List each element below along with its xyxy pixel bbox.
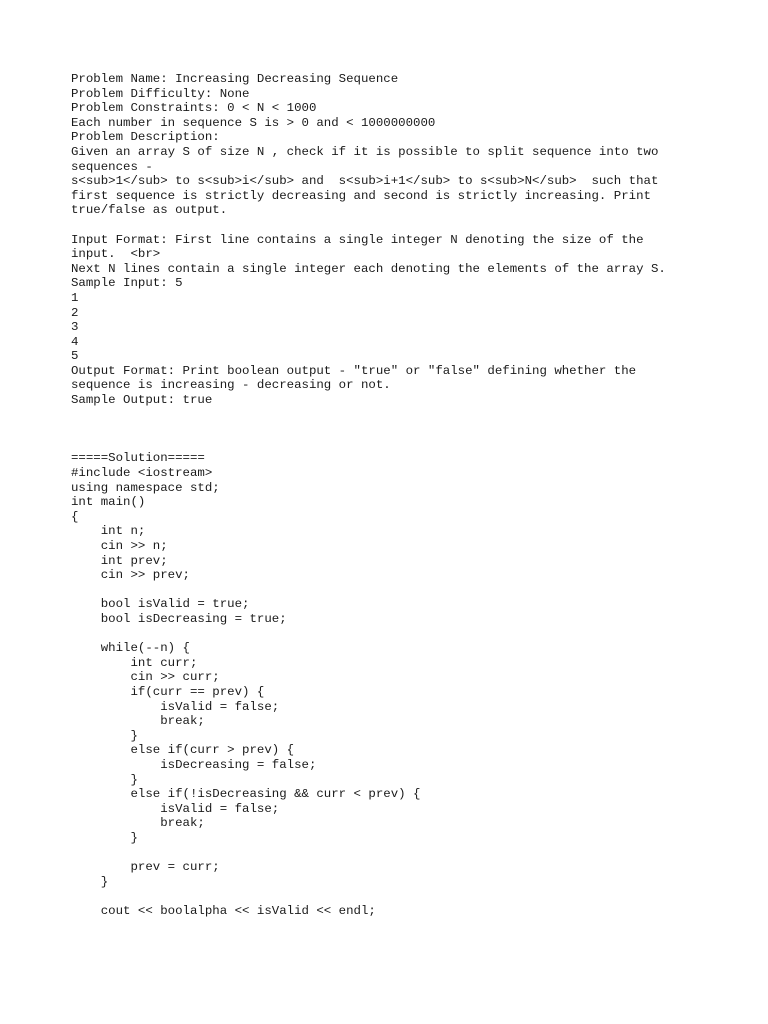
text-line: Problem Constraints: 0 < N < 1000 xyxy=(71,101,317,116)
text-line xyxy=(71,583,751,598)
text-line: cin >> prev; xyxy=(71,568,190,583)
text-line: break; xyxy=(71,816,205,831)
text-line: int n; xyxy=(71,524,146,539)
text-line: sequences - xyxy=(71,159,153,174)
text-line: Output Format: Print boolean output - "true" or "false" defining whether the xyxy=(71,363,637,378)
text-line: bool isDecreasing = true; xyxy=(71,611,287,626)
text-line: bool isValid = true; xyxy=(71,597,250,612)
text-line: } xyxy=(71,772,138,787)
text-line: } xyxy=(71,728,138,743)
text-line: Problem Name: Increasing Decreasing Sequence xyxy=(71,72,399,86)
text-line: 2 xyxy=(71,305,79,320)
text-line: Each number in sequence S is > 0 and < 1000000000 xyxy=(71,115,436,130)
text-line: =====Solution===== xyxy=(71,451,205,466)
text-line: Sample Input: 5 xyxy=(71,276,183,291)
text-line: Problem Description: xyxy=(71,130,220,145)
text-line: sequence is increasing - decreasing or not. xyxy=(71,378,391,393)
text-line: isValid = false; xyxy=(71,801,280,816)
text-line: int prev; xyxy=(71,553,168,568)
text-line: 1 xyxy=(71,290,79,305)
text-line: } xyxy=(71,874,109,889)
text-line: break; xyxy=(71,714,205,729)
text-line: isValid = false; xyxy=(71,699,280,714)
text-line: } xyxy=(71,830,138,845)
text-line: s<sub>1</sub> to s<sub>i</sub> and s<sub>i+1</sub> to s<sub>N</sub> such that xyxy=(71,174,659,189)
text-line: cin >> curr; xyxy=(71,670,220,685)
text-line: 4 xyxy=(71,334,79,349)
text-line: 5 xyxy=(71,349,79,364)
text-line: Input Format: First line contains a single integer N denoting the size of the xyxy=(71,232,644,247)
text-line: else if(curr > prev) { xyxy=(71,743,295,758)
text-line xyxy=(71,889,751,904)
text-line: while(--n) { xyxy=(71,641,190,656)
text-line: input. <br> xyxy=(71,247,161,262)
text-line: else if(!isDecreasing && curr < prev) { xyxy=(71,787,421,802)
text-line: int main() xyxy=(71,495,146,510)
text-line xyxy=(71,845,751,860)
text-line xyxy=(71,437,751,452)
text-line: #include <iostream> xyxy=(71,466,213,481)
text-line: first sequence is strictly decreasing and second is strictly increasing. Print xyxy=(71,188,651,203)
text-line: { xyxy=(71,509,79,524)
text-line xyxy=(71,408,751,423)
text-line: isDecreasing = false; xyxy=(71,757,317,772)
text-line xyxy=(71,218,751,233)
text-line: cin >> n; xyxy=(71,539,168,553)
text-line xyxy=(71,422,751,437)
text-line: prev = curr; xyxy=(71,860,220,875)
text-line: if(curr == prev) { xyxy=(71,684,265,699)
text-line: Given an array S of size N , check if it is possible to split sequence into two xyxy=(71,144,659,159)
text-line: int curr; xyxy=(71,655,198,670)
text-line: Sample Output: true xyxy=(71,393,213,408)
text-line: Next N lines contain a single integer each denoting the elements of the array S. xyxy=(71,261,666,276)
text-line: Problem Difficulty: None xyxy=(71,86,250,101)
text-line xyxy=(71,627,751,642)
text-line: using namespace std; xyxy=(71,480,220,495)
text-line: cout << boolalpha << isValid << endl; xyxy=(71,903,376,918)
text-line: true/false as output. xyxy=(71,203,228,218)
document-text xyxy=(71,72,751,918)
text-line: 3 xyxy=(71,320,79,335)
